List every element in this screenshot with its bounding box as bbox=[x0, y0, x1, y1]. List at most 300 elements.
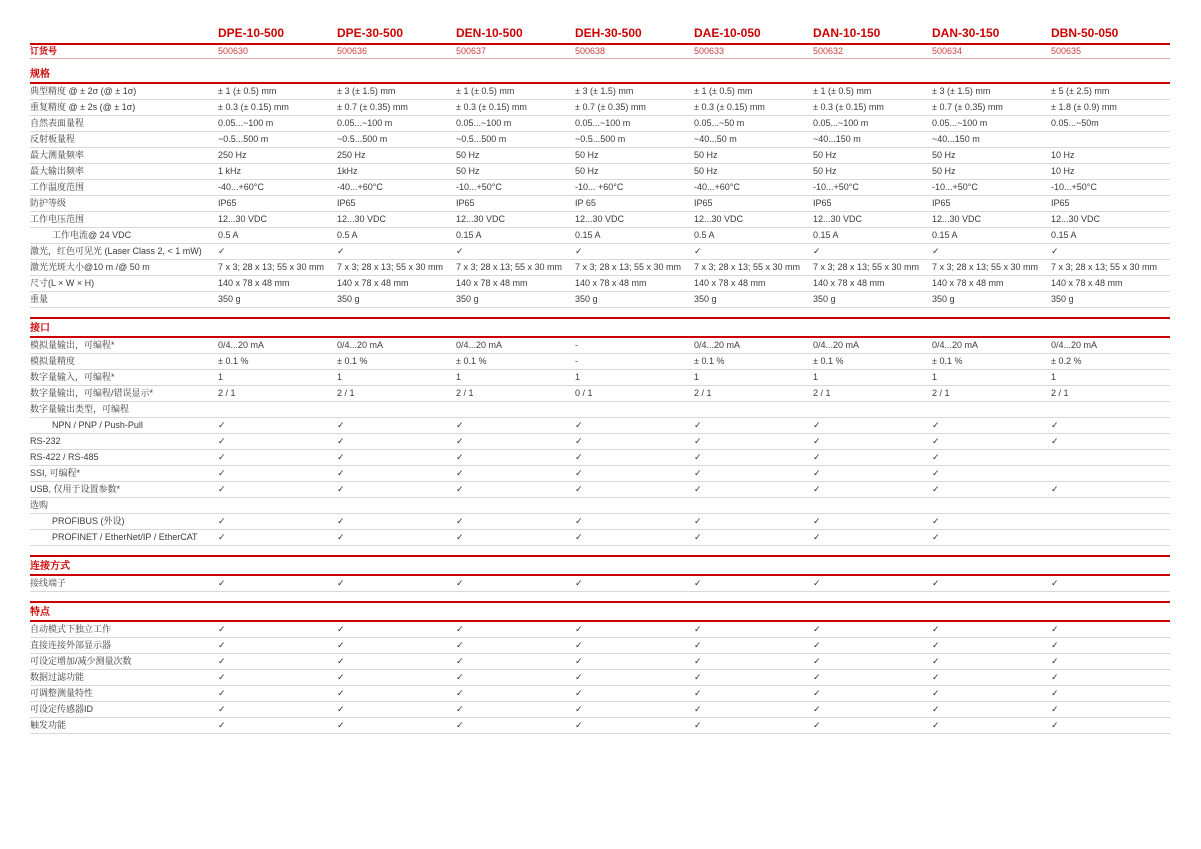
product-column-header: DEH-30-500 bbox=[575, 26, 642, 40]
order-number-cell: 500635 bbox=[1051, 46, 1082, 56]
table-row bbox=[30, 402, 1170, 418]
spec-cell: 7 x 3; 28 x 13; 55 x 30 mm bbox=[456, 262, 563, 272]
row-label: 工作温度范围 bbox=[30, 182, 85, 192]
row-label: 激光光斑大小@10 m /@ 50 m bbox=[30, 262, 150, 272]
check-mark: ✓ bbox=[694, 656, 702, 666]
table-row bbox=[30, 638, 1170, 654]
order-number-cell: 500637 bbox=[456, 46, 487, 56]
row-label: 数据过滤功能 bbox=[30, 672, 85, 682]
check-mark: ✓ bbox=[575, 452, 583, 462]
spec-cell: 7 x 3; 28 x 13; 55 x 30 mm bbox=[813, 262, 920, 272]
check-mark: ✓ bbox=[337, 704, 345, 714]
spec-cell: ± 3 (± 1.5) mm bbox=[575, 86, 634, 96]
row-label: SSI, 可编程* bbox=[30, 468, 81, 478]
table-row bbox=[30, 466, 1170, 482]
spec-cell: 140 x 78 x 48 mm bbox=[932, 278, 1004, 288]
check-mark: ✓ bbox=[813, 532, 821, 542]
order-number-cell: 500630 bbox=[218, 46, 249, 56]
section-top-rule bbox=[30, 317, 1170, 319]
spec-cell: 0 / 1 bbox=[575, 388, 593, 398]
row-label: 激光，红色可见光 (Laser Class 2, < 1 mW) bbox=[30, 246, 202, 256]
check-mark: ✓ bbox=[932, 420, 940, 430]
spec-cell: 0.15 A bbox=[456, 230, 482, 240]
check-mark: ✓ bbox=[932, 468, 940, 478]
spec-cell: ± 0.3 (± 0.15) mm bbox=[218, 102, 289, 112]
check-mark: ✓ bbox=[575, 532, 583, 542]
spec-cell: IP65 bbox=[218, 198, 237, 208]
check-mark: ✓ bbox=[932, 578, 940, 588]
spec-cell: 1 kHz bbox=[218, 166, 242, 176]
spec-cell: -10...+50°C bbox=[932, 182, 978, 192]
spec-cell: 50 Hz bbox=[456, 150, 480, 160]
check-mark: ✓ bbox=[932, 720, 940, 730]
spec-cell: 0/4...20 mA bbox=[813, 340, 860, 350]
check-mark: ✓ bbox=[575, 720, 583, 730]
check-mark: ✓ bbox=[218, 420, 226, 430]
check-mark: ✓ bbox=[337, 656, 345, 666]
check-mark: ✓ bbox=[337, 624, 345, 634]
check-mark: ✓ bbox=[575, 578, 583, 588]
check-mark: ✓ bbox=[218, 436, 226, 446]
spec-cell: 0/4...20 mA bbox=[456, 340, 503, 350]
section-title: 接口 bbox=[30, 322, 1170, 338]
row-label: 可调整测量特性 bbox=[30, 688, 94, 698]
spec-cell: 140 x 78 x 48 mm bbox=[694, 278, 766, 288]
check-mark: ✓ bbox=[694, 246, 702, 256]
order-number-row bbox=[30, 45, 1170, 59]
spec-cell: 0.05...~100 m bbox=[932, 118, 988, 128]
check-mark: ✓ bbox=[456, 532, 464, 542]
table-row bbox=[30, 338, 1170, 354]
product-column-header: DEN-10-500 bbox=[456, 26, 523, 40]
spec-cell: ~40...150 m bbox=[932, 134, 980, 144]
spec-cell: 140 x 78 x 48 mm bbox=[218, 278, 290, 288]
spec-cell: 0.05...~100 m bbox=[813, 118, 869, 128]
spec-cell: 0.05...~100 m bbox=[456, 118, 512, 128]
order-number-cell: 500638 bbox=[575, 46, 606, 56]
check-mark: ✓ bbox=[1051, 420, 1059, 430]
order-number-cell: 500632 bbox=[813, 46, 844, 56]
spec-cell bbox=[694, 402, 813, 417]
check-mark: ✓ bbox=[218, 704, 226, 714]
spec-cell: 0.15 A bbox=[932, 230, 958, 240]
spec-cell: 1 bbox=[337, 372, 343, 382]
row-label: 选购 bbox=[30, 500, 49, 510]
row-label: 接线端子 bbox=[30, 578, 67, 588]
row-label: RS-422 / RS-485 bbox=[30, 452, 99, 462]
check-mark: ✓ bbox=[694, 578, 702, 588]
spec-cell bbox=[1051, 402, 1170, 417]
spec-cell: IP65 bbox=[813, 198, 832, 208]
spec-cell: ~40...150 m bbox=[813, 134, 861, 144]
check-mark: ✓ bbox=[694, 672, 702, 682]
spec-cell: 0.15 A bbox=[575, 230, 601, 240]
check-mark: ✓ bbox=[813, 452, 821, 462]
check-mark: ✓ bbox=[813, 420, 821, 430]
row-label: 重复精度 @ ± 2s (@ ± 1σ) bbox=[30, 102, 136, 112]
check-mark: ✓ bbox=[932, 672, 940, 682]
check-mark: ✓ bbox=[694, 452, 702, 462]
check-mark: ✓ bbox=[575, 420, 583, 430]
check-mark: ✓ bbox=[694, 532, 702, 542]
order-number-cell: 500633 bbox=[694, 46, 725, 56]
table-row bbox=[30, 116, 1170, 132]
spec-cell: ± 0.7 (± 0.35) mm bbox=[337, 102, 408, 112]
spec-cell bbox=[813, 402, 932, 417]
spec-cell bbox=[694, 498, 813, 513]
check-mark: ✓ bbox=[1051, 720, 1059, 730]
check-mark: ✓ bbox=[1051, 484, 1059, 494]
check-mark: ✓ bbox=[694, 704, 702, 714]
spec-cell: 7 x 3; 28 x 13; 55 x 30 mm bbox=[694, 262, 801, 272]
spec-cell: 12...30 VDC bbox=[694, 214, 744, 224]
spec-cell: ± 0.1 % bbox=[456, 356, 487, 366]
spec-cell bbox=[813, 498, 932, 513]
check-mark: ✓ bbox=[337, 688, 345, 698]
spec-cell: 1 bbox=[456, 372, 462, 382]
spec-cell: 50 Hz bbox=[932, 166, 956, 176]
spec-cell: ± 5 (± 2.5) mm bbox=[1051, 86, 1110, 96]
spec-cell: 1 bbox=[218, 372, 224, 382]
check-mark: ✓ bbox=[575, 640, 583, 650]
order-number-cell: 500636 bbox=[337, 46, 368, 56]
row-label: 可设定增加/减少测量次数 bbox=[30, 656, 132, 666]
check-mark: ✓ bbox=[575, 484, 583, 494]
check-mark: ✓ bbox=[456, 640, 464, 650]
spec-cell: ± 3 (± 1.5) mm bbox=[932, 86, 991, 96]
spec-cell: ~0.5...500 m bbox=[575, 134, 626, 144]
spec-comparison-table bbox=[30, 26, 1170, 734]
check-mark: ✓ bbox=[932, 656, 940, 666]
product-column-header: DPE-30-500 bbox=[337, 26, 404, 40]
row-label: 数字量输入，可编程* bbox=[30, 372, 115, 382]
spec-cell: 0.05...~50m bbox=[1051, 118, 1099, 128]
spec-cell: - bbox=[575, 356, 578, 366]
spec-cell: ± 1 (± 0.5) mm bbox=[813, 86, 872, 96]
check-mark: ✓ bbox=[932, 516, 940, 526]
spec-cell: 0.5 A bbox=[218, 230, 239, 240]
check-mark: ✓ bbox=[694, 436, 702, 446]
spec-cell: ± 0.3 (± 0.15) mm bbox=[813, 102, 884, 112]
spec-cell: 1 bbox=[575, 372, 581, 382]
spec-cell: 0.05...~100 m bbox=[218, 118, 274, 128]
spec-cell: 1 bbox=[1051, 372, 1057, 382]
row-label: 尺寸(L × W × H) bbox=[30, 278, 95, 288]
row-label: RS-232 bbox=[30, 436, 61, 446]
table-row bbox=[30, 576, 1170, 592]
check-mark: ✓ bbox=[813, 672, 821, 682]
check-mark: ✓ bbox=[337, 640, 345, 650]
row-label: 自动模式下独立工作 bbox=[30, 624, 112, 634]
spec-cell: 1 bbox=[813, 372, 819, 382]
spec-cell bbox=[932, 498, 1051, 513]
check-mark: ✓ bbox=[813, 720, 821, 730]
row-label: PROFIBUS (外设) bbox=[52, 516, 125, 526]
spec-cell: ± 0.1 % bbox=[337, 356, 368, 366]
row-label: 工作电流@ 24 VDC bbox=[52, 230, 132, 240]
check-mark: ✓ bbox=[1051, 436, 1059, 446]
spec-cell bbox=[932, 402, 1051, 417]
row-label: 直接连接外部显示器 bbox=[30, 640, 112, 650]
table-row bbox=[30, 132, 1170, 148]
spec-cell: 12...30 VDC bbox=[1051, 214, 1101, 224]
table-row bbox=[30, 514, 1170, 530]
spec-cell: 0/4...20 mA bbox=[694, 340, 741, 350]
table-row bbox=[30, 100, 1170, 116]
spec-cell: ± 3 (± 1.5) mm bbox=[337, 86, 396, 96]
spec-cell bbox=[1051, 450, 1170, 465]
spec-cell: IP65 bbox=[932, 198, 951, 208]
table-row bbox=[30, 718, 1170, 734]
table-row bbox=[30, 292, 1170, 308]
spec-cell: 12...30 VDC bbox=[813, 214, 863, 224]
product-header-row bbox=[30, 26, 1170, 45]
spec-cell: 2 / 1 bbox=[1051, 388, 1069, 398]
row-label: 数字量输出类型，可编程 bbox=[30, 404, 130, 414]
spec-cell: 350 g bbox=[337, 294, 360, 304]
spec-cell: 0/4...20 mA bbox=[218, 340, 265, 350]
row-label: 自然表面量程 bbox=[30, 118, 85, 128]
spec-cell: 1kHz bbox=[337, 166, 358, 176]
spec-cell: 12...30 VDC bbox=[218, 214, 268, 224]
spec-cell: - bbox=[575, 340, 578, 350]
table-section bbox=[30, 68, 1170, 308]
check-mark: ✓ bbox=[456, 672, 464, 682]
check-mark: ✓ bbox=[337, 246, 345, 256]
check-mark: ✓ bbox=[813, 640, 821, 650]
spec-cell: 7 x 3; 28 x 13; 55 x 30 mm bbox=[575, 262, 682, 272]
spec-cell bbox=[456, 498, 575, 513]
table-row bbox=[30, 418, 1170, 434]
header-spacer bbox=[30, 26, 218, 40]
check-mark: ✓ bbox=[932, 624, 940, 634]
check-mark: ✓ bbox=[694, 624, 702, 634]
check-mark: ✓ bbox=[575, 704, 583, 714]
product-column-header: DBN-50-050 bbox=[1051, 26, 1119, 40]
check-mark: ✓ bbox=[813, 578, 821, 588]
spec-cell: 10 Hz bbox=[1051, 150, 1075, 160]
spec-cell: 140 x 78 x 48 mm bbox=[813, 278, 885, 288]
spec-cell: 50 Hz bbox=[694, 150, 718, 160]
check-mark: ✓ bbox=[456, 452, 464, 462]
table-row bbox=[30, 654, 1170, 670]
spec-cell bbox=[456, 402, 575, 417]
check-mark: ✓ bbox=[456, 720, 464, 730]
table-row bbox=[30, 196, 1170, 212]
table-row bbox=[30, 354, 1170, 370]
spec-cell: 350 g bbox=[218, 294, 241, 304]
spec-cell: ~0.5...500 m bbox=[337, 134, 388, 144]
table-row bbox=[30, 434, 1170, 450]
check-mark: ✓ bbox=[694, 484, 702, 494]
spec-cell: IP65 bbox=[337, 198, 356, 208]
table-section bbox=[30, 601, 1170, 734]
section-title: 特点 bbox=[30, 606, 1170, 622]
spec-cell: -40...+60°C bbox=[694, 182, 740, 192]
check-mark: ✓ bbox=[1051, 672, 1059, 682]
spec-cell: 0.5 A bbox=[694, 230, 715, 240]
spec-cell: ± 0.3 (± 0.15) mm bbox=[456, 102, 527, 112]
check-mark: ✓ bbox=[694, 720, 702, 730]
check-mark: ✓ bbox=[813, 688, 821, 698]
row-label: 模拟量输出，可编程* bbox=[30, 340, 115, 350]
spec-cell: -40...+60°C bbox=[218, 182, 264, 192]
spec-cell: 0.05...~100 m bbox=[337, 118, 393, 128]
check-mark: ✓ bbox=[456, 516, 464, 526]
spec-cell: 12...30 VDC bbox=[575, 214, 625, 224]
check-mark: ✓ bbox=[218, 532, 226, 542]
check-mark: ✓ bbox=[218, 246, 226, 256]
check-mark: ✓ bbox=[337, 516, 345, 526]
check-mark: ✓ bbox=[337, 532, 345, 542]
section-top-rule bbox=[30, 555, 1170, 557]
table-row bbox=[30, 370, 1170, 386]
spec-cell: 350 g bbox=[813, 294, 836, 304]
spec-cell bbox=[1051, 530, 1170, 545]
check-mark: ✓ bbox=[218, 720, 226, 730]
check-mark: ✓ bbox=[456, 624, 464, 634]
spec-cell: 140 x 78 x 48 mm bbox=[456, 278, 528, 288]
check-mark: ✓ bbox=[1051, 624, 1059, 634]
spec-cell: 140 x 78 x 48 mm bbox=[575, 278, 647, 288]
table-section bbox=[30, 317, 1170, 546]
spec-cell bbox=[218, 402, 337, 417]
row-label: 可设定传感器ID bbox=[30, 704, 94, 714]
check-mark: ✓ bbox=[218, 672, 226, 682]
spec-cell: IP65 bbox=[1051, 198, 1070, 208]
spec-cell bbox=[1051, 466, 1170, 481]
table-row bbox=[30, 276, 1170, 292]
spec-cell bbox=[1051, 514, 1170, 529]
row-label: USB, 仅用于设置参数* bbox=[30, 484, 121, 494]
spec-cell: ± 1 (± 0.5) mm bbox=[218, 86, 277, 96]
table-row bbox=[30, 180, 1170, 196]
check-mark: ✓ bbox=[218, 640, 226, 650]
check-mark: ✓ bbox=[575, 624, 583, 634]
check-mark: ✓ bbox=[932, 532, 940, 542]
row-label: 数字量输出，可编程/错误显示* bbox=[30, 388, 154, 398]
spec-cell: ± 1 (± 0.5) mm bbox=[456, 86, 515, 96]
check-mark: ✓ bbox=[218, 624, 226, 634]
check-mark: ✓ bbox=[456, 656, 464, 666]
spec-cell: 50 Hz bbox=[932, 150, 956, 160]
spec-cell: 0.05...~50 m bbox=[694, 118, 745, 128]
sections-container bbox=[30, 68, 1170, 734]
check-mark: ✓ bbox=[1051, 578, 1059, 588]
check-mark: ✓ bbox=[456, 246, 464, 256]
spec-cell: 12...30 VDC bbox=[337, 214, 387, 224]
spec-cell: 350 g bbox=[932, 294, 955, 304]
table-row bbox=[30, 530, 1170, 546]
row-label: 工作电压范围 bbox=[30, 214, 85, 224]
section-top-rule bbox=[30, 601, 1170, 603]
spec-cell: ± 0.2 % bbox=[1051, 356, 1082, 366]
row-label: NPN / PNP / Push-Pull bbox=[52, 420, 143, 430]
check-mark: ✓ bbox=[813, 468, 821, 478]
check-mark: ✓ bbox=[456, 484, 464, 494]
check-mark: ✓ bbox=[1051, 656, 1059, 666]
check-mark: ✓ bbox=[932, 688, 940, 698]
check-mark: ✓ bbox=[694, 688, 702, 698]
spec-cell bbox=[218, 498, 337, 513]
table-row bbox=[30, 244, 1170, 260]
product-column-header: DAN-30-150 bbox=[932, 26, 1000, 40]
check-mark: ✓ bbox=[575, 436, 583, 446]
check-mark: ✓ bbox=[694, 468, 702, 478]
check-mark: ✓ bbox=[218, 578, 226, 588]
table-row bbox=[30, 450, 1170, 466]
check-mark: ✓ bbox=[456, 420, 464, 430]
check-mark: ✓ bbox=[575, 468, 583, 478]
spec-cell: ± 0.1 % bbox=[694, 356, 725, 366]
table-row bbox=[30, 228, 1170, 244]
spec-cell: 0.15 A bbox=[813, 230, 839, 240]
check-mark: ✓ bbox=[337, 452, 345, 462]
table-section bbox=[30, 555, 1170, 592]
row-label: 反射板量程 bbox=[30, 134, 76, 144]
spec-cell: 50 Hz bbox=[813, 166, 837, 176]
check-mark: ✓ bbox=[813, 484, 821, 494]
spec-cell: 12...30 VDC bbox=[456, 214, 506, 224]
check-mark: ✓ bbox=[932, 704, 940, 714]
spec-cell: 0.5 A bbox=[337, 230, 358, 240]
check-mark: ✓ bbox=[575, 516, 583, 526]
check-mark: ✓ bbox=[218, 688, 226, 698]
spec-cell: 1 bbox=[932, 372, 938, 382]
spec-cell: 350 g bbox=[1051, 294, 1074, 304]
check-mark: ✓ bbox=[1051, 640, 1059, 650]
row-label: 重量 bbox=[30, 294, 49, 304]
check-mark: ✓ bbox=[337, 720, 345, 730]
check-mark: ✓ bbox=[694, 420, 702, 430]
check-mark: ✓ bbox=[337, 672, 345, 682]
check-mark: ✓ bbox=[337, 484, 345, 494]
table-row bbox=[30, 386, 1170, 402]
check-mark: ✓ bbox=[456, 704, 464, 714]
spec-cell: 350 g bbox=[575, 294, 598, 304]
spec-cell bbox=[337, 498, 456, 513]
check-mark: ✓ bbox=[932, 484, 940, 494]
spec-cell: ± 1.8 (± 0.9) mm bbox=[1051, 102, 1117, 112]
spec-cell: 140 x 78 x 48 mm bbox=[337, 278, 409, 288]
row-label: 触发功能 bbox=[30, 720, 67, 730]
spec-cell bbox=[337, 402, 456, 417]
row-label: 最大输出频率 bbox=[30, 166, 85, 176]
check-mark: ✓ bbox=[575, 656, 583, 666]
table-row bbox=[30, 686, 1170, 702]
spec-cell: 50 Hz bbox=[575, 150, 599, 160]
product-column-header: DAN-10-150 bbox=[813, 26, 881, 40]
spec-cell: 0/4...20 mA bbox=[1051, 340, 1098, 350]
spec-cell: 0/4...20 mA bbox=[932, 340, 979, 350]
spec-cell: 10 Hz bbox=[1051, 166, 1075, 176]
check-mark: ✓ bbox=[694, 640, 702, 650]
spec-cell: ± 0.7 (± 0.35) mm bbox=[932, 102, 1003, 112]
check-mark: ✓ bbox=[813, 704, 821, 714]
order-number-cell: 500634 bbox=[932, 46, 963, 56]
check-mark: ✓ bbox=[218, 468, 226, 478]
product-column-header: DAE-10-050 bbox=[694, 26, 761, 40]
row-label: 典型精度 @ ± 2σ (@ ± 1σ) bbox=[30, 86, 137, 96]
check-mark: ✓ bbox=[813, 656, 821, 666]
check-mark: ✓ bbox=[456, 578, 464, 588]
check-mark: ✓ bbox=[813, 624, 821, 634]
spec-cell bbox=[575, 402, 694, 417]
check-mark: ✓ bbox=[575, 672, 583, 682]
spec-cell: 50 Hz bbox=[456, 166, 480, 176]
spec-cell: -10... +60°C bbox=[575, 182, 624, 192]
spec-cell: 7 x 3; 28 x 13; 55 x 30 mm bbox=[337, 262, 444, 272]
